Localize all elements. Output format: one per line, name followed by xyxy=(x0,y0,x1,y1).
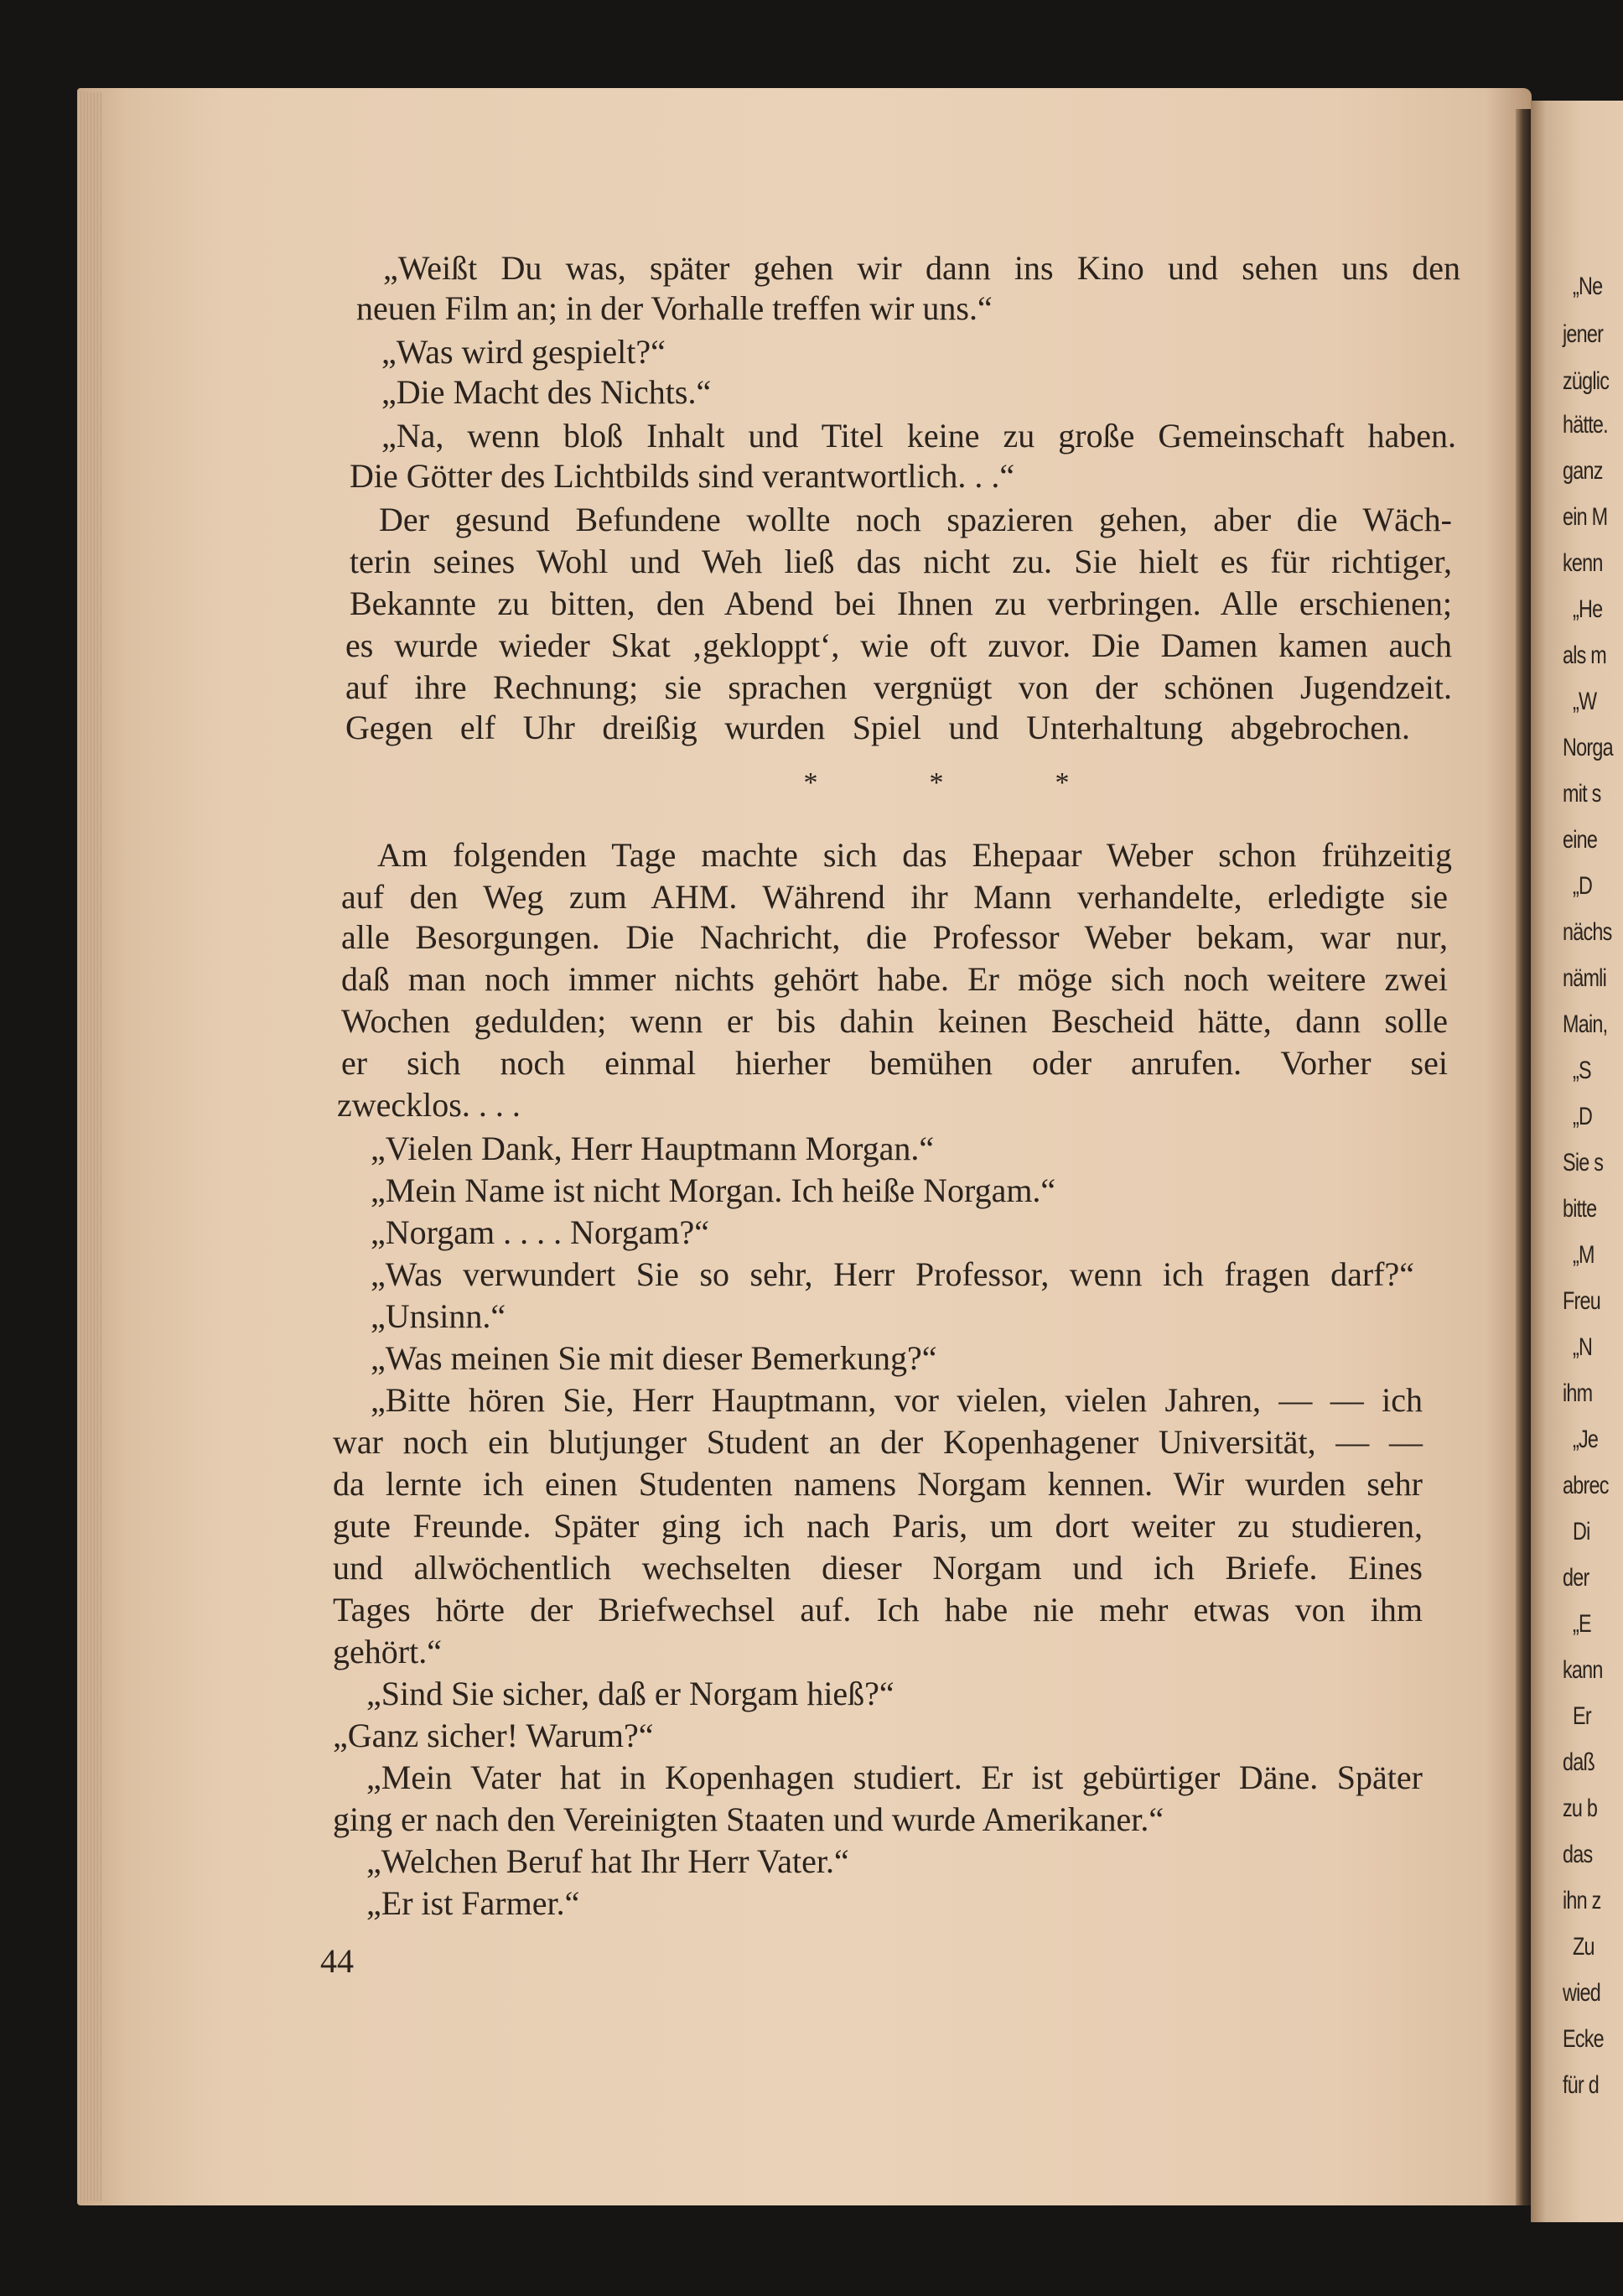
section-break xyxy=(748,767,1125,799)
facing-page-fragment: ihn z xyxy=(1563,1887,1601,1914)
text-line: neuen Film an; in der Vorhalle treffen wir uns.“ xyxy=(356,289,993,327)
facing-page-fragment: „N xyxy=(1573,1333,1593,1361)
facing-page-fragment: der xyxy=(1563,1564,1589,1592)
text-line: „Weißt Du was, später gehen wir dann ins Kino und sehen uns den xyxy=(383,249,1460,287)
facing-page-fragment: „W xyxy=(1573,688,1597,715)
section-break-star: * xyxy=(803,767,818,798)
facing-page-fragment: „Ne xyxy=(1573,273,1603,300)
facing-page-fragment: „E xyxy=(1573,1610,1591,1638)
text-line: da lernte ich einen Studenten namens Norgam kennen. Wir wurden sehr xyxy=(333,1465,1423,1503)
text-line: „Ganz sicher! Warum?“ xyxy=(333,1717,654,1754)
text-line: „Was wird gespielt?“ xyxy=(381,333,666,371)
text-line: „Welchen Beruf hat Ihr Herr Vater.“ xyxy=(366,1842,849,1880)
text-line: Wochen gedulden; wenn er bis dahin keinen Bescheid hätte, dann solle xyxy=(341,1002,1448,1040)
book-spine xyxy=(1516,109,1531,2205)
text-line: Der gesund Befundene wollte noch spazieren gehen, aber die Wäch- xyxy=(379,501,1452,538)
text-line: es wurde wieder Skat ‚gekloppt‘, wie oft zuvor. Die Damen kamen auch xyxy=(345,626,1452,664)
facing-page-fragment: hätte. xyxy=(1563,411,1608,439)
text-line: Am folgenden Tage machte sich das Ehepaar Weber schon frühzeitig xyxy=(377,836,1452,874)
text-line: „Norgam . . . . Norgam?“ xyxy=(371,1213,709,1251)
text-line: „Was verwundert Sie so sehr, Herr Professor, wenn ich fragen darf?“ xyxy=(371,1255,1414,1293)
text-line: er sich noch einmal hierher bemühen oder anrufen. Vorher sei xyxy=(341,1044,1448,1082)
facing-page-fragment: nämli xyxy=(1563,964,1607,992)
facing-page-fragment: wied xyxy=(1563,1979,1601,2007)
facing-page-fragment: ihm xyxy=(1563,1379,1593,1407)
facing-page-fragment: Main, xyxy=(1563,1010,1608,1038)
facing-page-fragment: kann xyxy=(1563,1656,1603,1684)
text-line: alle Besorgungen. Die Nachricht, die Professor Weber bekam, war nur, xyxy=(341,918,1448,956)
text-line: Tages hörte der Briefwechsel auf. Ich habe nie mehr etwas von ihm xyxy=(333,1591,1423,1628)
page-text xyxy=(77,88,1532,2205)
text-line: auf ihre Rechnung; sie sprachen vergnügt von der schönen Jugendzeit. xyxy=(345,668,1452,706)
facing-page-fragment: kenn xyxy=(1563,549,1603,577)
facing-page-fragment: abrec xyxy=(1563,1472,1609,1499)
facing-page-fragment: „He xyxy=(1573,595,1603,623)
facing-page-fragment: daß xyxy=(1563,1748,1594,1776)
text-line: war noch ein blutjunger Student an der Kopenhagener Universität, — — xyxy=(333,1423,1423,1461)
text-line: „Mein Name ist nicht Morgan. Ich heiße Norgam.“ xyxy=(371,1171,1056,1209)
page-number: 44 xyxy=(320,1942,354,1980)
book-page-right xyxy=(1531,101,1623,2222)
text-line: „Sind Sie sicher, daß er Norgam hieß?“ xyxy=(366,1675,894,1712)
text-line: zwecklos. . . . xyxy=(337,1086,521,1124)
facing-page-fragment: mit s xyxy=(1563,780,1601,808)
facing-page-fragment: „D xyxy=(1573,1103,1593,1130)
section-break-star: * xyxy=(929,767,944,798)
text-line: „Er ist Farmer.“ xyxy=(366,1884,580,1922)
facing-page-fragment: Er xyxy=(1573,1702,1591,1730)
text-line: ging er nach den Vereinigten Staaten und wurde Amerikaner.“ xyxy=(333,1800,1164,1838)
text-line: „Na, wenn bloß Inhalt und Titel keine zu große Gemeinschaft haben. xyxy=(381,417,1456,455)
text-line: „Unsinn.“ xyxy=(371,1297,506,1335)
facing-page-fragment: „Je xyxy=(1573,1426,1599,1453)
text-line: Bekannte zu bitten, den Abend bei Ihnen zu verbringen. Alle erschienen; xyxy=(350,584,1452,622)
facing-page-fragment: Zu xyxy=(1573,1933,1594,1961)
section-break-star: * xyxy=(1055,767,1070,798)
page-edge xyxy=(77,92,102,2201)
facing-page-fragment: als m xyxy=(1563,642,1607,669)
facing-page-fragment: bitte xyxy=(1563,1195,1597,1223)
text-line: „Die Macht des Nichts.“ xyxy=(381,373,712,411)
text-line: „Vielen Dank, Herr Hauptmann Morgan.“ xyxy=(371,1130,935,1167)
facing-page-fragment: Ecke xyxy=(1563,2025,1604,2053)
text-line: gehört.“ xyxy=(333,1633,442,1670)
facing-page-fragment: „M xyxy=(1573,1241,1594,1269)
facing-page-fragment: Di xyxy=(1573,1518,1590,1545)
facing-page-fragment: das xyxy=(1563,1841,1593,1868)
facing-page-fragment: nächs xyxy=(1563,918,1612,946)
text-line: Gegen elf Uhr dreißig wurden Spiel und Unterhaltung abgebrochen. xyxy=(345,709,1410,746)
facing-page-fragment: ein M xyxy=(1563,503,1608,531)
text-line: auf den Weg zum AHM. Während ihr Mann verhandelte, erledigte sie xyxy=(341,878,1448,916)
facing-page-fragment: jener xyxy=(1563,320,1604,348)
facing-page-fragment: eine xyxy=(1563,826,1598,854)
text-line: Die Götter des Lichtbilds sind verantwortlich. . .“ xyxy=(350,457,1015,495)
facing-page-fragment: zu b xyxy=(1563,1795,1598,1822)
book-page-left xyxy=(77,88,1532,2205)
facing-page-fragment: für d xyxy=(1563,2071,1599,2099)
facing-page-fragment: züglic xyxy=(1563,367,1610,395)
facing-page-fragment: „S xyxy=(1573,1057,1591,1084)
text-line: „Was meinen Sie mit dieser Bemerkung?“ xyxy=(371,1339,937,1377)
facing-page-fragment: „D xyxy=(1573,872,1593,900)
text-line: „Bitte hören Sie, Herr Hauptmann, vor vielen, vielen Jahren, — — ich xyxy=(371,1381,1423,1419)
text-line: „Mein Vater hat in Kopenhagen studiert. Er ist gebürtiger Däne. Später xyxy=(366,1758,1423,1796)
text-line: und allwöchentlich wechselten dieser Norgam und ich Briefe. Eines xyxy=(333,1549,1423,1587)
text-line: gute Freunde. Später ging ich nach Paris, um dort weiter zu studieren, xyxy=(333,1507,1423,1545)
facing-page-fragment: ganz xyxy=(1563,457,1603,485)
text-line: daß man noch immer nichts gehört habe. Er möge sich noch weitere zwei xyxy=(341,960,1448,998)
facing-page-fragment: Norga xyxy=(1563,734,1613,761)
text-line: terin seines Wohl und Weh ließ das nicht zu. Sie hielt es für richtiger, xyxy=(350,543,1452,580)
facing-page-fragment: Sie s xyxy=(1563,1149,1604,1177)
facing-page-fragment: Freu xyxy=(1563,1287,1600,1315)
